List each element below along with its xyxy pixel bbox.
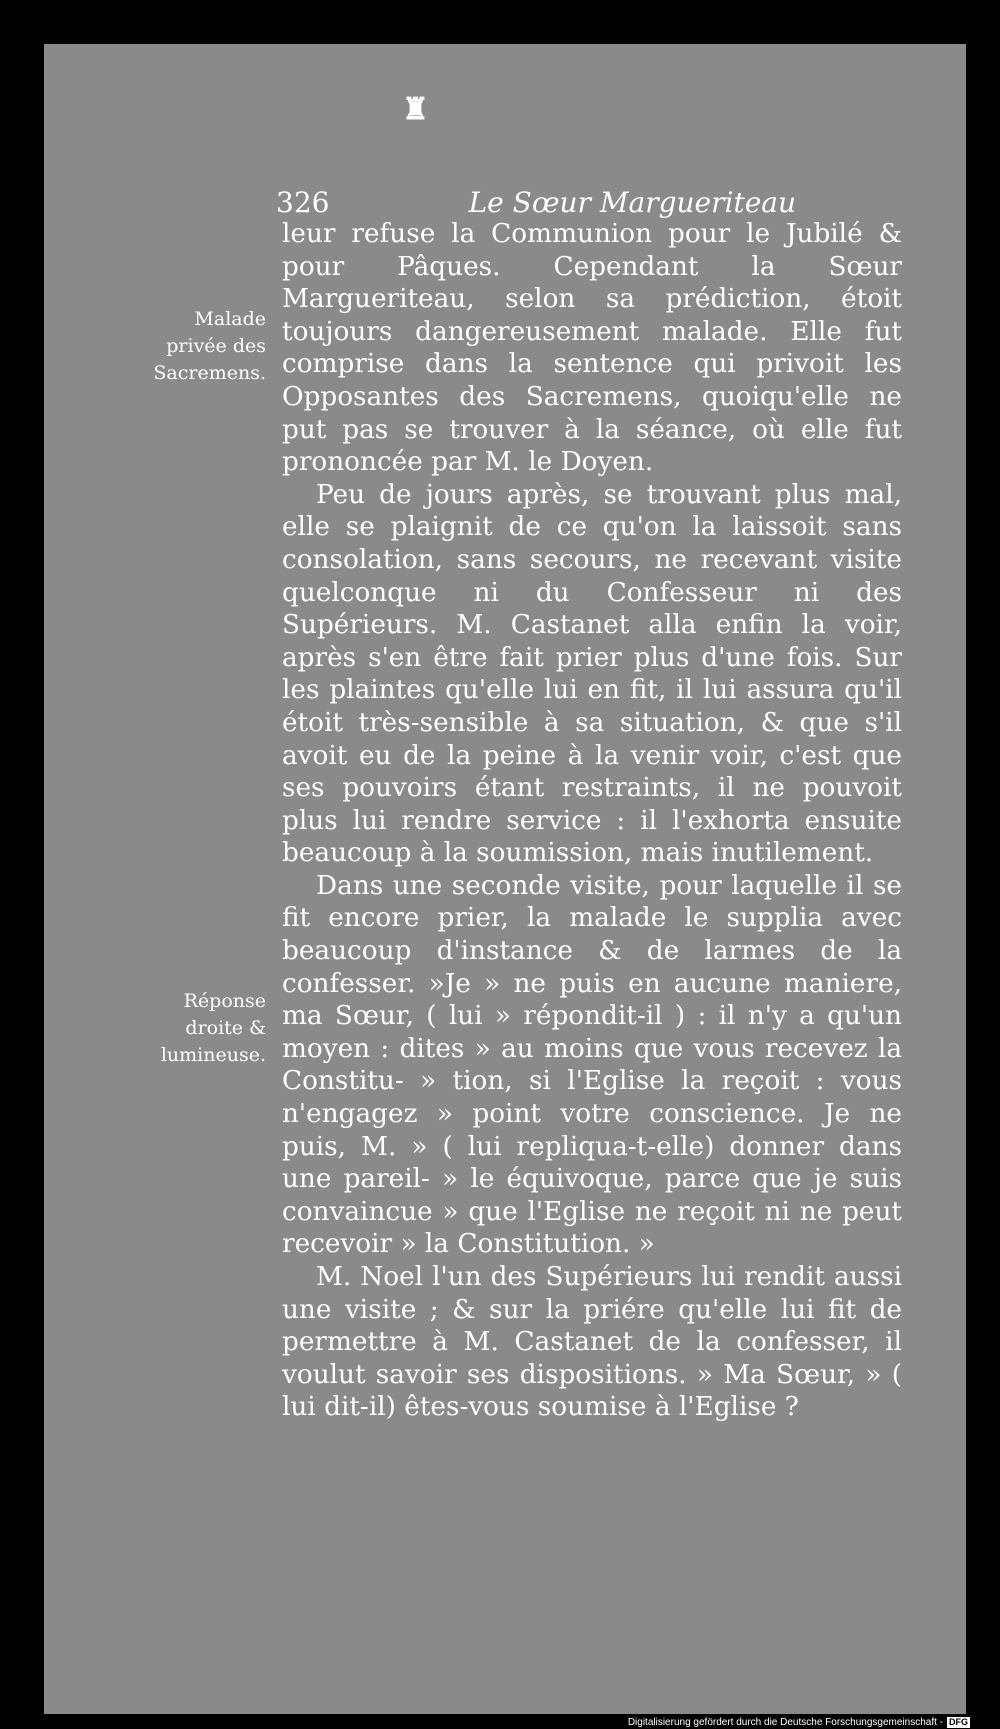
paragraph-3: Dans une seconde visite, pour laquelle il se fit encore prier, la malade le supplia avec beaucoup d'instance & de larmes de la confesser. »Je » ne puis en aucune maniere, ma Sœur, ( lui » répondit-il ) : il n'y a qu'un moyen : dites » au moins que vous recevez la Constitu- » tion, si l'Eglise la reçoit : vous n'engagez » point votre conscience. Je ne puis, M. » ( lui repliqua-t-elle) donner dans une pareil- » le équivoque, parce que je suis convaincue » que l'Eglise ne reçoit ni ne peut recevoir » la Constitution. » bbox=[282, 870, 902, 1260]
margin-note-reponse: Réponse droite & lumineuse. bbox=[160, 990, 266, 1066]
margin-note-malade: Malade privée des Sacremens. bbox=[153, 308, 266, 384]
page-ornament: ♜ bbox=[402, 92, 429, 127]
paragraph-4: M. Noel l'un des Supérieurs lui rendit aussi une visite ; & sur la priére qu'elle lui fit de permettre à M. Castanet de la confesser, il voulut savoir ses dispositions. » Ma Sœur, » ( lui dit-il) êtes-vous soumise à l'Eglise ? bbox=[282, 1262, 902, 1423]
dfg-logo: DFG bbox=[949, 1717, 968, 1727]
running-header bbox=[276, 186, 796, 219]
paragraph-2: Peu de jours après, se trouvant plus mal, elle se plaignit de ce qu'on la laissoit sans consolation, sans secours, ne recevant visite quelconque ni du Confesseur ni des Supérieurs. M. Castanet alla enfin la voir, après s'en être fait prier plus d'une fois. Sur les plaintes qu'elle lui en fit, il lui assura qu'il étoit très-sensible à sa situation, & que s'il avoit eu de la peine à la venir voir, c'est que ses pouvoirs étant restraints, il ne pouvoit plus lui rendre service : il l'exhorta ensuite beaucoup à la soumission, mais inutilement. bbox=[282, 479, 902, 869]
running-title: Le Sœur Margueriteau bbox=[468, 186, 796, 219]
page-number: 326 bbox=[276, 186, 330, 219]
body-text bbox=[282, 218, 902, 1424]
paragraph-1: leur refuse la Communion pour le Jubilé & pour Pâques. Cependant la Sœur Margueriteau, selon sa prédiction, étoit toujours dangereusement malade. Elle fut comprise dans la sentence qui privoit les Opposantes des Sacremens, quoiqu'elle ne put pas se trouver à la séance, où elle fut prononcée par M. le Doyen. bbox=[282, 219, 902, 478]
footer-credit: Digitalisierung gefördert durch die Deutsche Forschungsgemeinschaft - bbox=[627, 1717, 943, 1728]
digitization-footer bbox=[628, 1717, 970, 1728]
